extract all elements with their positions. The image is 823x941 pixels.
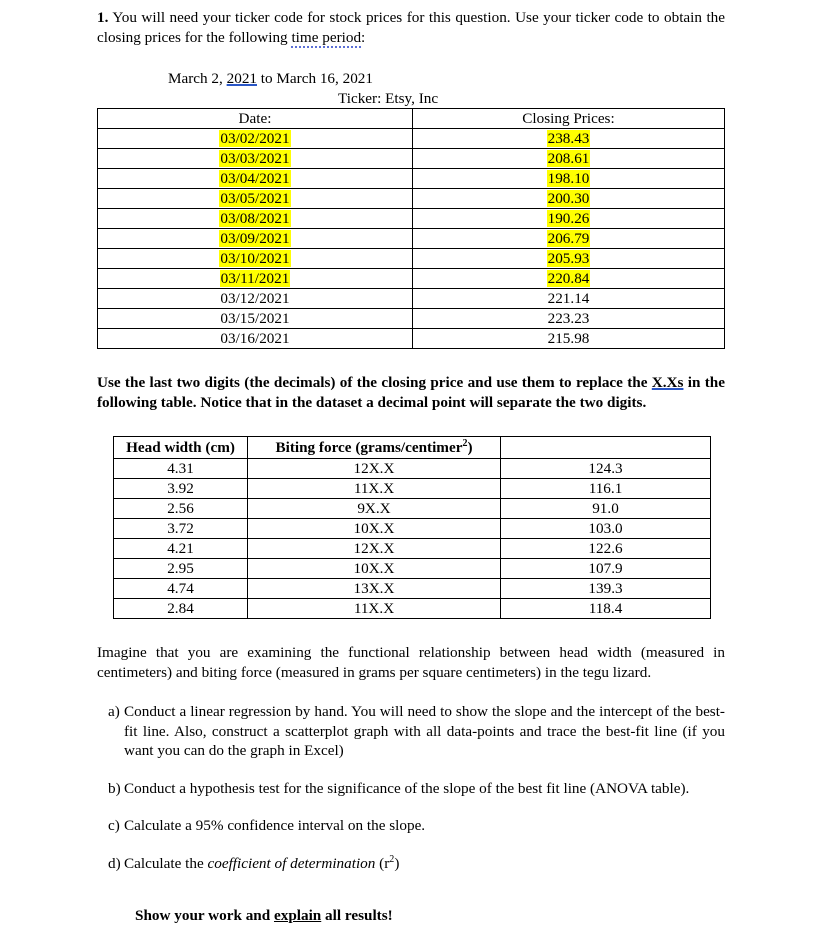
table-header-row	[114, 437, 711, 459]
table-row	[98, 249, 725, 269]
cell-closing-price	[413, 309, 725, 329]
subquestion-body: Conduct a linear regression by hand. You will need to show the slope and the intercept of the best-fit line. Also, construct a scatterplot graph with all data-points and trace the best-fit line (if you want you can do the graph in Excel)	[124, 703, 725, 759]
closing-price-value: 190.26	[547, 210, 590, 227]
cell-value: 118.4	[501, 599, 711, 619]
subquestion-d-post-end: )	[394, 854, 400, 872]
subquestion-marker: b)	[108, 779, 121, 797]
document-content	[97, 8, 725, 941]
cell-closing-price	[413, 209, 725, 229]
cell-closing-price	[413, 129, 725, 149]
subquestion-b	[97, 779, 725, 799]
cell-biting-force: 9X.X	[248, 499, 501, 519]
question-1-intro	[97, 8, 725, 47]
closing-price-value: 208.61	[547, 150, 590, 167]
column-header-closing-prices: Closing Prices:	[413, 109, 725, 129]
table-row	[114, 599, 711, 619]
closing-price-value: 198.10	[547, 170, 590, 187]
date-value: 03/04/2021	[220, 170, 290, 187]
table-row	[114, 459, 711, 479]
lizard-table-body	[114, 459, 711, 619]
date-value: 03/08/2021	[220, 210, 290, 227]
date-value: 03/16/2021	[220, 330, 290, 347]
cell-biting-force: 10X.X	[248, 559, 501, 579]
table-row	[114, 479, 711, 499]
subquestion-body: Calculate a 95% confidence interval on the slope.	[124, 817, 426, 834]
subquestion-d-pre: Calculate the	[124, 854, 208, 872]
cell-value: 116.1	[501, 479, 711, 499]
final-note-underlined: explain	[273, 907, 322, 925]
cell-closing-price	[413, 169, 725, 189]
biting-force-superscript: 2	[462, 437, 468, 449]
cell-closing-price	[413, 149, 725, 169]
table-row	[98, 129, 725, 149]
subquestion-a	[97, 702, 725, 761]
cell-date	[98, 269, 413, 289]
spacer	[97, 836, 725, 854]
closing-price-value: 238.43	[547, 130, 590, 147]
spacer	[97, 682, 725, 702]
closing-price-value: 206.79	[547, 230, 590, 247]
spacer	[97, 619, 725, 643]
column-header-date: Date:	[98, 109, 413, 129]
cell-biting-force: 11X.X	[248, 479, 501, 499]
table-row	[114, 579, 711, 599]
cell-closing-price	[413, 189, 725, 209]
column-header-third	[501, 437, 711, 459]
date-value: 03/15/2021	[220, 310, 290, 327]
cell-head-width: 3.72	[114, 519, 248, 539]
question-number: 1.	[97, 9, 109, 26]
spacer	[97, 349, 725, 373]
table-row	[98, 149, 725, 169]
date-value: 03/11/2021	[220, 270, 290, 287]
instruction-underlined-xxs: X.Xs	[651, 374, 684, 391]
table-header-row	[98, 109, 725, 129]
cell-closing-price	[413, 269, 725, 289]
final-note	[97, 906, 725, 926]
instruction-paragraph	[97, 373, 725, 412]
cell-biting-force: 10X.X	[248, 519, 501, 539]
subquestion-d-italic-term: coefficient of determination	[207, 854, 376, 872]
cell-closing-price	[413, 249, 725, 269]
subquestion-body: Conduct a hypothesis test for the significance of the slope of the best fit line (ANOVA table).	[124, 779, 690, 797]
cell-head-width: 2.56	[114, 499, 248, 519]
closing-price-value: 215.98	[547, 330, 590, 347]
date-value: 03/10/2021	[220, 250, 290, 267]
table-row	[114, 539, 711, 559]
cell-date	[98, 189, 413, 209]
instruction-part1: Use the last two digits (the decimals) of the closing price and use them to replace the	[97, 374, 652, 391]
table-row	[98, 189, 725, 209]
subquestion-marker: c)	[108, 817, 120, 834]
cell-date	[98, 129, 413, 149]
date-range-line	[97, 69, 725, 89]
r-squared-superscript: 2	[389, 853, 395, 865]
date-value: 03/09/2021	[220, 230, 290, 247]
table-row	[98, 229, 725, 249]
cell-value: 91.0	[501, 499, 711, 519]
cell-biting-force: 12X.X	[248, 539, 501, 559]
cell-closing-price	[413, 229, 725, 249]
cell-head-width: 4.31	[114, 459, 248, 479]
stock-price-table	[97, 108, 725, 349]
table-row	[98, 209, 725, 229]
subquestion-d-marker: d)	[108, 854, 121, 872]
spacer	[97, 47, 725, 69]
question-intro-text-part2: :	[361, 28, 366, 46]
subquestion-d-post-pre: (r	[375, 854, 390, 872]
table-row	[114, 499, 711, 519]
table-row	[114, 559, 711, 579]
instruction-part2: in the following table. Notice that in the dataset a decimal point will separate the two digits.	[97, 374, 725, 411]
cell-head-width: 3.92	[114, 479, 248, 499]
subquestion-marker: a)	[108, 703, 120, 720]
lizard-data-table	[113, 436, 711, 619]
table-row	[98, 329, 725, 349]
cell-biting-force: 12X.X	[248, 459, 501, 479]
stock-table-body	[98, 129, 725, 349]
cell-value: 124.3	[501, 459, 711, 479]
biting-force-label: Biting force (grams/centimer	[275, 439, 463, 456]
table-row	[98, 289, 725, 309]
cell-date	[98, 229, 413, 249]
ticker-caption: Ticker: Etsy, Inc	[338, 89, 439, 107]
date-value: 03/03/2021	[220, 150, 290, 167]
cell-value: 122.6	[501, 539, 711, 559]
spacer	[97, 761, 725, 779]
subquestion-c	[97, 816, 725, 836]
column-header-head-width: Head width (cm)	[114, 437, 248, 459]
subquestion-d	[97, 854, 725, 874]
cell-date	[98, 209, 413, 229]
cell-closing-price	[413, 329, 725, 349]
imagine-paragraph: Imagine that you are examining the functional relationship between head width (measured in centimeters) and biting force (measured in grams per square centimeters) in the tegu lizard.	[97, 644, 725, 681]
closing-price-value: 200.30	[547, 190, 590, 207]
date-range-suffix: to March 16, 2021	[257, 70, 373, 87]
table-row	[98, 269, 725, 289]
cell-biting-force: 11X.X	[248, 599, 501, 619]
spacer	[97, 798, 725, 816]
cell-date	[98, 309, 413, 329]
biting-force-label-close: )	[467, 439, 473, 456]
cell-date	[98, 289, 413, 309]
closing-price-value: 205.93	[547, 250, 590, 267]
subquestion-d-body	[124, 854, 725, 874]
spacer	[97, 412, 725, 436]
subquestion-list	[97, 702, 725, 854]
column-header-biting-force	[248, 437, 501, 459]
date-value: 03/02/2021	[220, 130, 290, 147]
final-note-post: all results!	[321, 907, 393, 925]
date-range-prefix: March 2,	[168, 70, 227, 87]
cell-date	[98, 329, 413, 349]
cell-head-width: 4.74	[114, 579, 248, 599]
closing-price-value: 220.84	[547, 270, 590, 287]
spacer	[97, 873, 725, 891]
date-range-year: 2021	[226, 70, 257, 87]
cell-value: 103.0	[501, 519, 711, 539]
date-value: 03/12/2021	[220, 290, 290, 307]
grammar-underlined-phrase: time period	[291, 28, 362, 46]
closing-price-value: 223.23	[547, 310, 590, 327]
table-row	[114, 519, 711, 539]
closing-price-value: 221.14	[547, 290, 590, 307]
cell-biting-force: 13X.X	[248, 579, 501, 599]
cell-date	[98, 249, 413, 269]
cell-closing-price	[413, 289, 725, 309]
final-note-pre: Show your work and	[135, 907, 274, 925]
cell-value: 139.3	[501, 579, 711, 599]
table-row	[98, 309, 725, 329]
table-row	[98, 169, 725, 189]
cell-value: 107.9	[501, 559, 711, 579]
cell-head-width: 4.21	[114, 539, 248, 559]
cell-head-width: 2.84	[114, 599, 248, 619]
date-value: 03/05/2021	[220, 190, 290, 207]
cell-head-width: 2.95	[114, 559, 248, 579]
question-intro-text-part1: You will need your ticker code for stock prices for this question. Use your ticker code to obtain the closing prices for the following	[97, 9, 726, 46]
cell-date	[98, 169, 413, 189]
cell-date	[98, 149, 413, 169]
